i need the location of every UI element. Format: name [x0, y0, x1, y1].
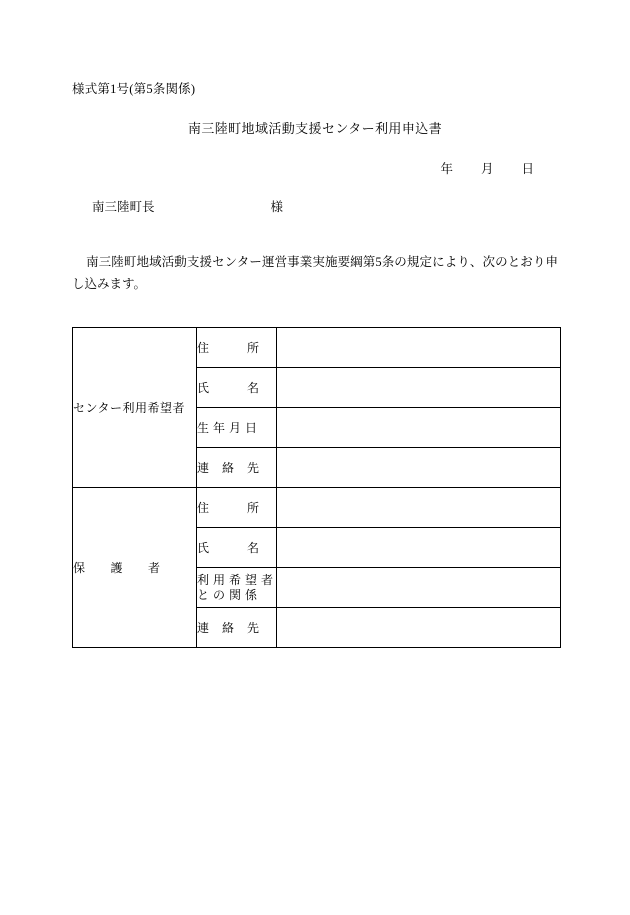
table-row: [73, 488, 561, 528]
row-label-guardian-contact: 連 絡 先: [197, 608, 277, 648]
row-label-guardian-name: 氏 名: [197, 528, 277, 568]
row-label-guardian-relation: [197, 568, 277, 608]
row-label-applicant-birthdate: 生 年 月 日: [197, 408, 277, 448]
table-row: [73, 328, 561, 368]
date-line: [0, 159, 630, 177]
row-label-applicant-address: 住 所: [197, 328, 277, 368]
row-value-applicant-address[interactable]: [277, 328, 561, 368]
application-table: [72, 327, 561, 648]
form-number: 様式第1号(第5条関係): [72, 82, 196, 96]
addressee: [92, 197, 283, 215]
row-value-applicant-name[interactable]: [277, 368, 561, 408]
date-year-label: 年: [440, 162, 453, 176]
row-label-guardian-relation-line2: と の 関 係: [197, 587, 258, 602]
group-label-applicant-text: センター利用希望者: [73, 401, 186, 415]
group-label-guardian-text: 保 護 者: [73, 561, 161, 575]
row-value-applicant-birthdate[interactable]: [277, 408, 561, 448]
row-label-applicant-contact: 連 絡 先: [197, 448, 277, 488]
date-day-label: 日: [521, 162, 534, 176]
addressee-name: 南三陸町長: [92, 200, 155, 214]
page-title: 南三陸町地域活動支援センター利用申込書: [187, 121, 443, 136]
body-text: [72, 252, 558, 296]
row-label-applicant-name: 氏 名: [197, 368, 277, 408]
row-value-guardian-address[interactable]: [277, 488, 561, 528]
row-value-guardian-name[interactable]: [277, 528, 561, 568]
date-month-label: 月: [480, 162, 494, 176]
row-value-applicant-contact[interactable]: [277, 448, 561, 488]
group-label-guardian: [73, 488, 197, 648]
row-value-guardian-relation[interactable]: [277, 568, 561, 608]
body-text-content: 南三陸町地域活動支援センター運営事業実施要綱第5条の規定により、次のとおり申し込みます。: [72, 255, 558, 291]
row-value-guardian-contact[interactable]: [277, 608, 561, 648]
row-label-guardian-address: 住 所: [197, 488, 277, 528]
row-label-guardian-relation-line1: 利 用 希 望 者: [197, 572, 274, 587]
group-label-applicant: [73, 328, 197, 488]
addressee-honorific: 様: [270, 200, 284, 214]
